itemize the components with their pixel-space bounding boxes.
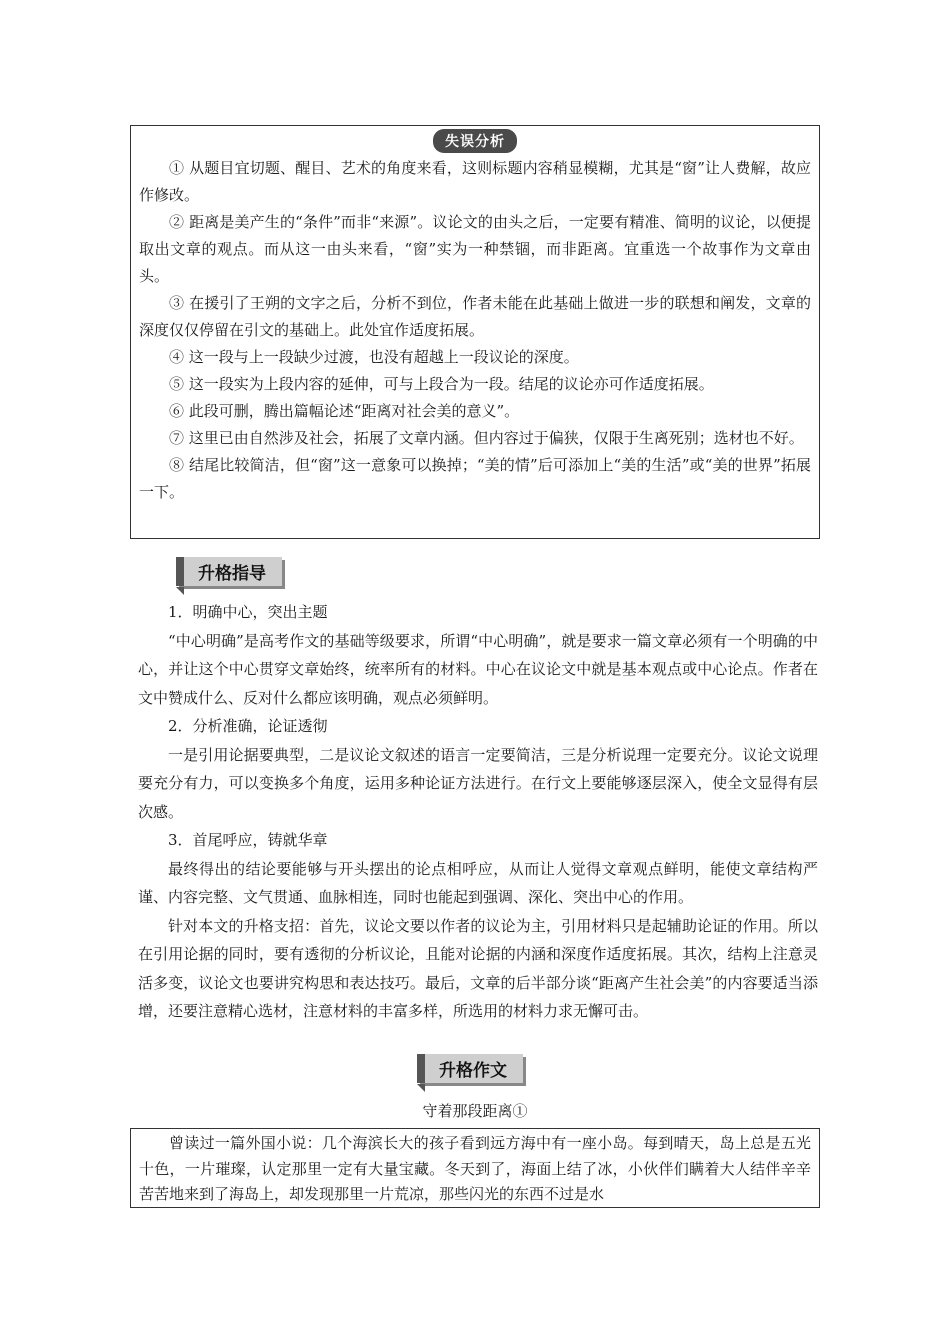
guide-point-1-title: 1．明确中心，突出主题 bbox=[168, 603, 328, 621]
guide-point-3-title: 3．首尾呼应，铸就华章 bbox=[168, 831, 328, 849]
upgrade-essay-heading: 升格作文 bbox=[417, 1054, 523, 1083]
analysis-item-5: ⑤ 这一段实为上段内容的延伸，可与上段合为一段。结尾的议论亦可作适度拓展。 bbox=[169, 375, 714, 393]
guide-point-1-body: “中心明确”是高考作文的基础等级要求，所谓“中心明确”，就是要求一篇文章必须有一个明确的中心，并让这个中心贯穿文章始终，统率所有的材料。中心在议论文中就是基本观点或中心论点。作者在文中赞成什么、反对什么都应该明确，观点必须鲜明。 bbox=[138, 631, 818, 707]
error-analysis-heading: 失误分析 bbox=[433, 129, 517, 153]
upgrade-guide-heading: 升格指导 bbox=[176, 557, 282, 586]
upgrade-essay-banner bbox=[417, 1054, 523, 1084]
upgrade-guide-section bbox=[138, 598, 818, 1026]
guide-point-3-body: 最终得出的结论要能够与开头摆出的论点相呼应，从而让人觉得文章观点鲜明，能使文章结构严谨、内容完整、文气贯通、血脉相连，同时也能起到强调、深化、突出中心的作用。 bbox=[138, 859, 818, 906]
analysis-item-4: ④ 这一段与上一段缺少过渡，也没有超越上一段议论的深度。 bbox=[169, 348, 579, 366]
essay-box bbox=[130, 1128, 820, 1208]
guide-tips-body: 针对本文的升格支招：首先，议论文要以作者的议论为主，引用材料只是起辅助论证的作用。所以在引用论据的同时，要有透彻的分析议论，且能对论据的内涵和深度作适度拓展。其次，结构上注意灵活多变，议论文也要讲究构思和表达技巧。最后，文章的后半部分谈“距离产生社会美”的内容要适当添增，还要注意精心选材，注意材料的丰富多样，所选用的材料力求无懈可击。 bbox=[138, 916, 818, 1020]
analysis-item-6: ⑥ 此段可删，腾出篇幅论述“距离对社会美的意义”。 bbox=[169, 402, 520, 420]
upgrade-guide-banner bbox=[176, 557, 282, 587]
analysis-item-7: ⑦ 这里已由自然涉及社会，拓展了文章内涵。但内容过于偏狭，仅限于生离死别；选材也不好。 bbox=[169, 429, 804, 447]
error-analysis-box bbox=[130, 125, 820, 539]
essay-title: 守着那段距离① bbox=[422, 1102, 528, 1120]
analysis-item-8: ⑧ 结尾比较简洁，但“窗”这一意象可以换掉；“美的情”后可添加上“美的生活”或“美的世界”拓展一下。 bbox=[139, 456, 811, 501]
error-analysis-header bbox=[139, 129, 811, 155]
guide-point-2-body: 一是引用论据要典型，二是议论文叙述的语言一定要简洁，三是分析说理一定要充分。议论文说理要充分有力，可以变换多个角度，运用多种论证方法进行。在行文上要能够逐层深入，使全文显得有层次感。 bbox=[138, 745, 818, 821]
banner-tail-decoration bbox=[176, 587, 184, 595]
analysis-item-3: ③ 在援引了王朔的文字之后，分析不到位，作者未能在此基础上做进一步的联想和阐发，文章的深度仅仅停留在引文的基础上。此处宜作适度拓展。 bbox=[139, 294, 811, 339]
guide-point-2-title: 2．分析准确，论证透彻 bbox=[168, 717, 328, 735]
analysis-item-2: ② 距离是美产生的“条件”而非“来源”。议论文的由头之后，一定要有精准、简明的议论，以便提取出文章的观点。而从这一由头来看，“窗”实为一种禁锢，而非距离。宜重选一个故事作为文章由头。 bbox=[139, 213, 811, 285]
banner-tail-decoration bbox=[417, 1084, 425, 1092]
analysis-item-1: ① 从题目宜切题、醒目、艺术的角度来看，这则标题内容稍显模糊，尤其是“窗”让人费解，故应作修改。 bbox=[139, 159, 811, 204]
essay-paragraph: 曾读过一篇外国小说：几个海滨长大的孩子看到远方海中有一座小岛。每到晴天，岛上总是五光十色，一片璀璨，认定那里一定有大量宝藏。冬天到了，海面上结了冰，小伙伴们瞒着大人结伴辛辛苦苦地来到了海岛上，却发现那里一片荒凉，那些闪光的东西不过是水 bbox=[139, 1134, 811, 1203]
